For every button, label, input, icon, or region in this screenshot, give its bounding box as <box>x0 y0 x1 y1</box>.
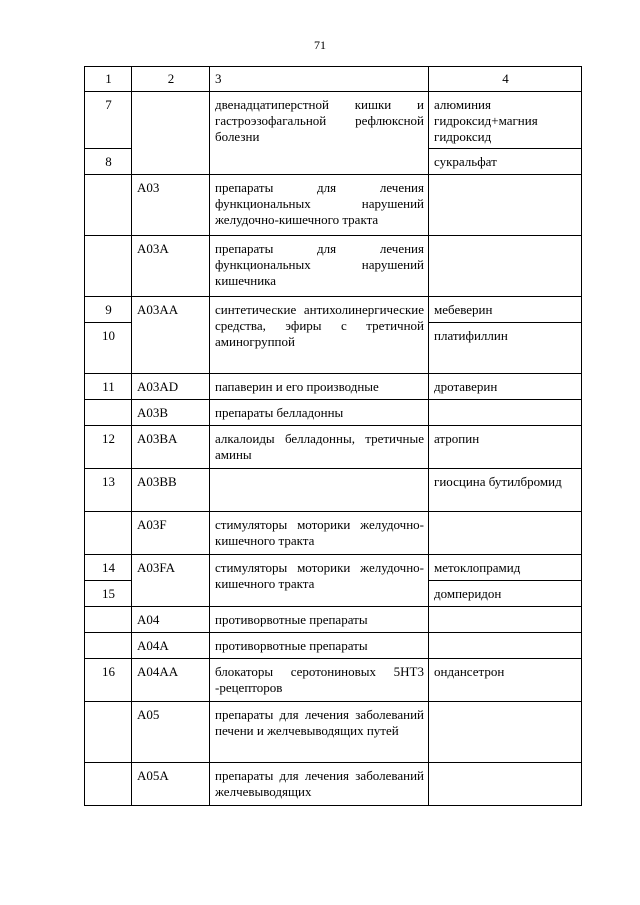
atc-code <box>132 92 210 175</box>
drug-name: сукральфат <box>429 149 582 175</box>
header-col-1: 1 <box>85 67 132 92</box>
drug-name: платифиллин <box>429 323 582 374</box>
group-description: препараты для лечения функциональных нарушений желудочно-кишечного тракта <box>210 175 429 236</box>
group-description: папаверин и его производные <box>210 374 429 400</box>
row-number: 16 <box>85 659 132 702</box>
row-number: 15 <box>85 581 132 607</box>
drug-name <box>429 702 582 763</box>
group-description: блокаторы серотониновых 5HT3 -рецепторов <box>210 659 429 702</box>
drug-name <box>429 512 582 555</box>
atc-code: A04 <box>132 607 210 633</box>
atc-code: A03A <box>132 236 210 297</box>
row-number: 11 <box>85 374 132 400</box>
group-description: стимуляторы моторики желудочно-кишечного тракта <box>210 512 429 555</box>
atc-code: A03 <box>132 175 210 236</box>
group-description: препараты для лечения заболеваний желчевыводящих <box>210 763 429 806</box>
atc-code: A03B <box>132 400 210 426</box>
row-number: 8 <box>85 149 132 175</box>
row-number: 9 <box>85 297 132 323</box>
atc-code: A05 <box>132 702 210 763</box>
table-row <box>85 236 582 297</box>
atc-code: A03BA <box>132 426 210 469</box>
header-col-2: 2 <box>132 67 210 92</box>
table-row <box>85 633 582 659</box>
atc-code: A03FA <box>132 555 210 607</box>
row-number <box>85 607 132 633</box>
row-number <box>85 702 132 763</box>
table-row <box>85 374 582 400</box>
table-row <box>85 426 582 469</box>
row-number <box>85 763 132 806</box>
atc-code: A05A <box>132 763 210 806</box>
drug-name: мебеверин <box>429 297 582 323</box>
atc-code: A04A <box>132 633 210 659</box>
group-description: препараты для лечения функциональных нарушений кишечника <box>210 236 429 297</box>
drug-name: атропин <box>429 426 582 469</box>
drug-name <box>429 400 582 426</box>
header-col-3: 3 <box>210 67 429 92</box>
drug-name <box>429 763 582 806</box>
atc-code: A03AA <box>132 297 210 374</box>
atc-code: A04AA <box>132 659 210 702</box>
atc-code: A03BB <box>132 469 210 512</box>
table-row <box>85 92 582 149</box>
group-description: стимуляторы моторики желудочно-кишечного тракта <box>210 555 429 607</box>
group-description <box>210 469 429 512</box>
atc-code: A03AD <box>132 374 210 400</box>
table-row <box>85 175 582 236</box>
table-row <box>85 555 582 581</box>
group-description: противорвотные препараты <box>210 607 429 633</box>
row-number <box>85 175 132 236</box>
group-description: алкалоиды белладонны, третичные амины <box>210 426 429 469</box>
row-number <box>85 633 132 659</box>
drug-name <box>429 633 582 659</box>
row-number: 12 <box>85 426 132 469</box>
row-number <box>85 512 132 555</box>
table-row <box>85 469 582 512</box>
drug-name: метоклопрамид <box>429 555 582 581</box>
row-number <box>85 236 132 297</box>
row-number: 14 <box>85 555 132 581</box>
group-description: препараты белладонны <box>210 400 429 426</box>
table-row <box>85 607 582 633</box>
group-description: противорвотные препараты <box>210 633 429 659</box>
table-header-row <box>85 67 582 92</box>
drug-name: гиосцина бутилбромид <box>429 469 582 512</box>
drug-name: дротаверин <box>429 374 582 400</box>
drug-name <box>429 607 582 633</box>
group-description: препараты для лечения заболеваний печени и желчевыводящих путей <box>210 702 429 763</box>
table-row <box>85 659 582 702</box>
row-number <box>85 400 132 426</box>
drug-name: алюминия гидроксид+магния гидроксид <box>429 92 582 149</box>
drug-name <box>429 236 582 297</box>
row-number: 13 <box>85 469 132 512</box>
table-row <box>85 512 582 555</box>
row-number: 10 <box>85 323 132 374</box>
drug-classification-table <box>84 66 582 806</box>
table-row <box>85 297 582 323</box>
table-row <box>85 763 582 806</box>
header-col-4: 4 <box>429 67 582 92</box>
drug-name: ондансетрон <box>429 659 582 702</box>
drug-name <box>429 175 582 236</box>
row-number: 7 <box>85 92 132 149</box>
group-description: синтетические антихолинергические средства, эфиры с третичной аминогруппой <box>210 297 429 374</box>
drug-name: домперидон <box>429 581 582 607</box>
group-description: двенадцатиперстной кишки и гастроэзофагальной рефлюксной болезни <box>210 92 429 175</box>
atc-code: A03F <box>132 512 210 555</box>
page-number: 71 <box>314 38 326 52</box>
table-row <box>85 702 582 763</box>
table-row <box>85 400 582 426</box>
